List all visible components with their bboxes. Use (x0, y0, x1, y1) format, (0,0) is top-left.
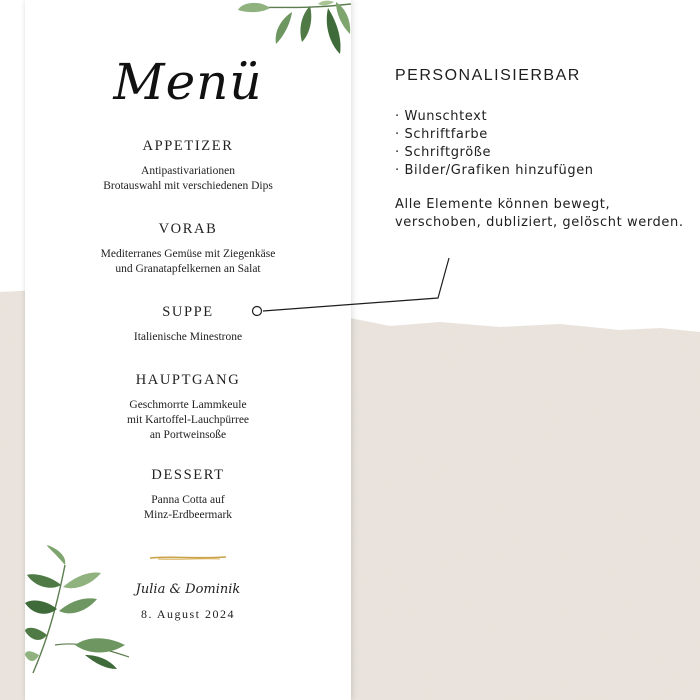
section-hauptgang (25, 371, 351, 443)
section-appetizer (25, 137, 351, 194)
section-line: Antipastivariationen (141, 165, 235, 177)
section-line: und Granatapfelkernen an Salat (115, 263, 261, 275)
section-line: Brotauswahl mit verschiedenen Dips (103, 180, 273, 192)
section-heading: VORAB (158, 221, 218, 237)
section-heading: DESSERT (151, 467, 225, 483)
section-line: Panna Cotta auf (151, 494, 225, 506)
menu-title: Menü (113, 53, 263, 111)
section-line: Mediterranes Gemüse mit Ziegenkäse (100, 248, 276, 260)
personalization-info (395, 66, 685, 232)
feature-item: · Schriftfarbe (395, 127, 488, 142)
feature-list (395, 108, 685, 180)
section-line: mit Kartoffel-Lauchpürree (126, 414, 250, 426)
section-line: Italienische Minestrone (133, 331, 243, 343)
event-date: 8. August 2024 (140, 607, 235, 621)
section-suppe (25, 303, 351, 345)
section-line: Minz-Erdbeermark (143, 509, 233, 521)
section-vorab (25, 220, 351, 277)
gold-divider-icon (148, 553, 228, 563)
section-heading: SUPPE (162, 304, 214, 320)
leaf-branch-bottom-icon (25, 545, 135, 675)
info-description: Alle Elemente können bewegt, verschoben, dubliziert, gelöscht werden. (395, 197, 684, 230)
section-dessert (25, 466, 351, 523)
feature-item: · Schriftgröße (395, 145, 492, 160)
couple-names: Julia & Dominik (135, 582, 241, 597)
feature-item: · Bilder/Grafiken hinzufügen (395, 163, 594, 178)
section-heading: HAUPTGANG (135, 372, 241, 388)
info-title: PERSONALISIERBAR (395, 67, 581, 84)
section-line: Geschmorrte Lammkeule (129, 399, 247, 411)
feature-item: · Wunschtext (395, 109, 488, 124)
menu-card (25, 0, 351, 700)
section-heading: APPETIZER (142, 138, 234, 154)
section-line: an Portweinsoße (149, 429, 227, 441)
